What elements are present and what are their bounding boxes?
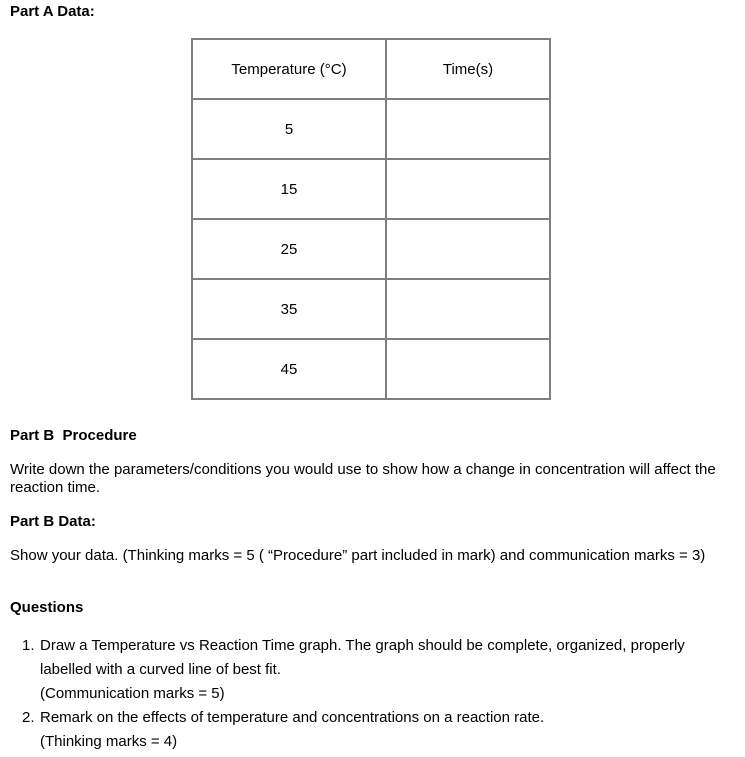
table-row — [192, 219, 550, 279]
time-cell[interactable] — [386, 99, 550, 159]
question-number: 1. — [22, 637, 35, 654]
table-row — [192, 339, 550, 399]
questions-heading: Questions — [10, 599, 84, 616]
question-item — [22, 706, 740, 754]
part-a-data-table — [191, 38, 551, 400]
part-b-data-text: Show your data. (Thinking marks = 5 ( “Procedure” part included in mark) and communication marks = 3) — [10, 547, 706, 564]
temperature-cell: 45 — [192, 339, 386, 399]
question-item — [22, 634, 740, 706]
temperature-cell: 15 — [192, 159, 386, 219]
table-row — [192, 159, 550, 219]
time-cell[interactable] — [386, 159, 550, 219]
question-marks: (Communication marks = 5) — [40, 685, 225, 702]
question-number: 2. — [22, 709, 35, 726]
table-header-row — [192, 39, 550, 99]
temperature-cell: 25 — [192, 219, 386, 279]
time-cell[interactable] — [386, 279, 550, 339]
temperature-cell: 35 — [192, 279, 386, 339]
time-cell[interactable] — [386, 219, 550, 279]
part-b-procedure-text: Write down the parameters/conditions you would use to show how a change in concentration will affect the reaction time. — [10, 461, 716, 496]
questions-list — [22, 634, 740, 754]
part-b-data-heading: Part B Data: — [10, 513, 96, 530]
time-cell[interactable] — [386, 339, 550, 399]
temperature-cell: 5 — [192, 99, 386, 159]
question-text: Remark on the effects of temperature and concentrations on a reaction rate. — [40, 709, 545, 726]
table-row — [192, 279, 550, 339]
table-row — [192, 99, 550, 159]
time-column-header: Time(s) — [386, 39, 550, 99]
part-b-procedure-heading: Part B Procedure — [10, 427, 137, 444]
question-marks: (Thinking marks = 4) — [40, 733, 178, 750]
question-text: Draw a Temperature vs Reaction Time graph. The graph should be complete, organized, properly labelled with a curved line of best fit. — [40, 637, 685, 678]
temperature-column-header: Temperature (°C) — [192, 39, 386, 99]
part-a-heading: Part A Data: — [10, 3, 95, 20]
